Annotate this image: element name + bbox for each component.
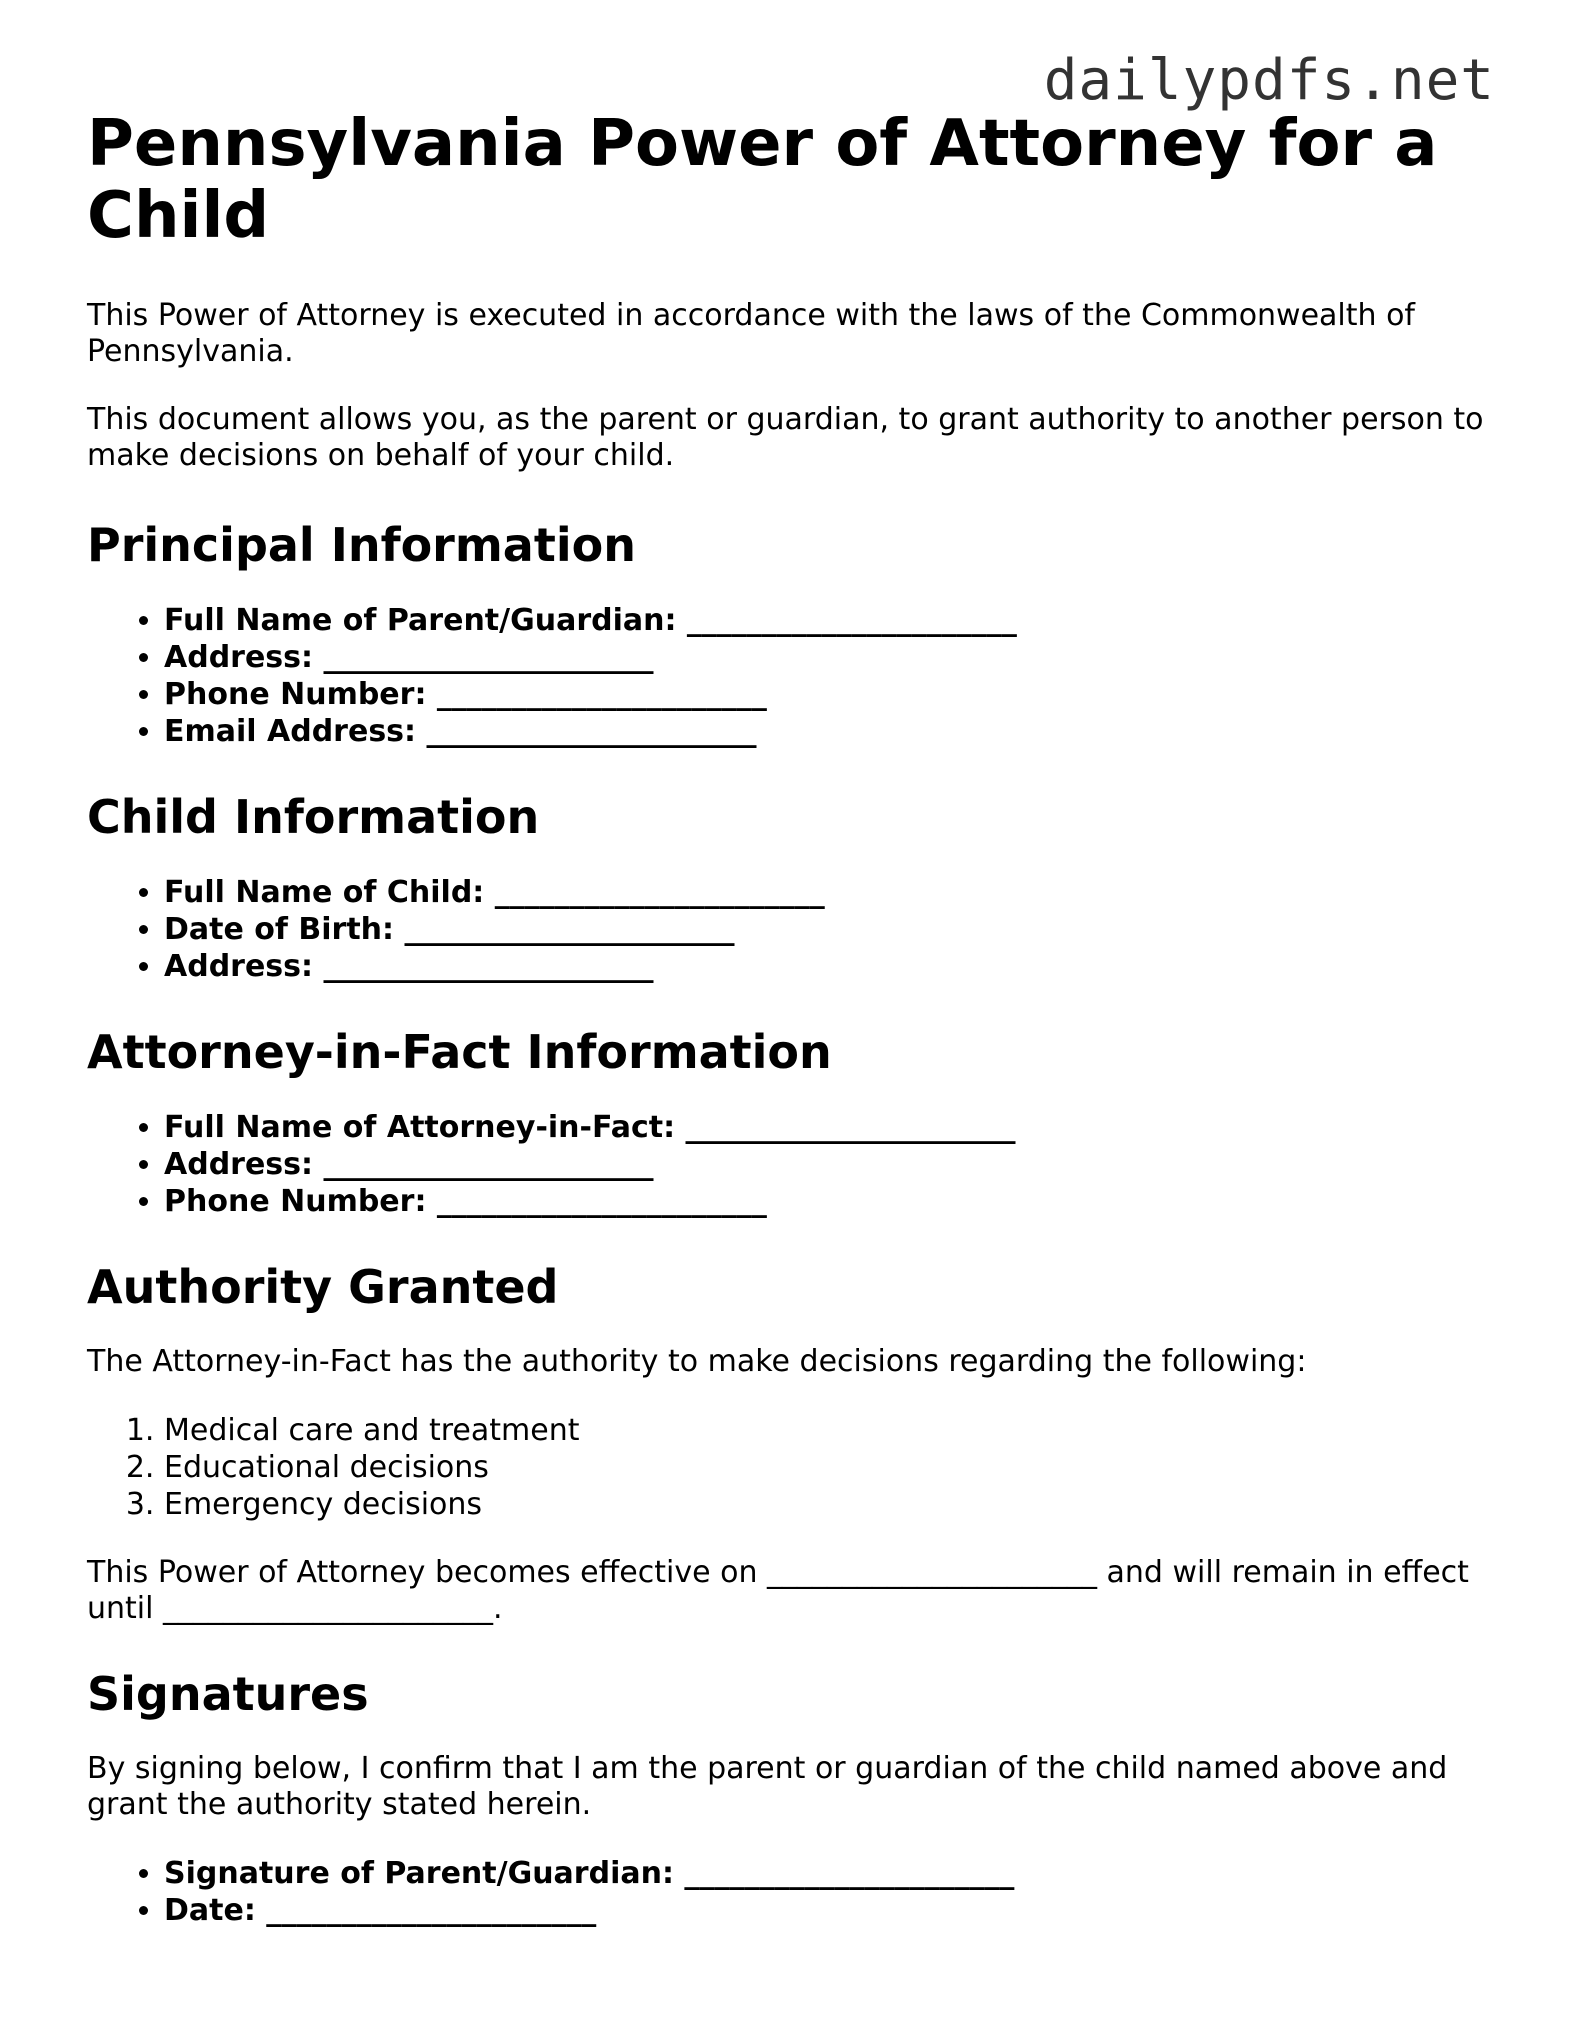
intro-paragraph-1: This Power of Attorney is executed in accordance with the laws of the Commonwealth of Pennsylvania. bbox=[87, 298, 1415, 369]
child-heading: Child Information bbox=[87, 790, 540, 844]
attorney-heading: Attorney-in-Fact Information bbox=[87, 1025, 832, 1079]
attorney-address-field: • Address: ______________________ bbox=[164, 1146, 1507, 1183]
authority-intro: The Attorney-in-Fact has the authority to make decisions regarding the following: bbox=[87, 1344, 1307, 1379]
signatures-heading: Signatures bbox=[87, 1667, 369, 1721]
effective-dates-text: This Power of Attorney becomes effective on ______________________ and will remain in effect until ______________________. bbox=[87, 1555, 1469, 1626]
authority-item: 1. Medical care and treatment bbox=[164, 1412, 1507, 1449]
signature-field-list bbox=[87, 1855, 1507, 1929]
watermark: dailypdfs.net bbox=[1043, 48, 1495, 113]
intro-paragraph-2: This document allows you, as the parent or guardian, to grant authority to another person to make decisions on behalf of your child. bbox=[87, 402, 1484, 473]
attorney-phone-field: • Phone Number: ______________________ bbox=[164, 1183, 1507, 1220]
principal-address-field: • Address: ______________________ bbox=[164, 639, 1507, 676]
signature-field: • Signature of Parent/Guardian: ______________________ bbox=[164, 1855, 1507, 1892]
authority-list bbox=[87, 1412, 1507, 1523]
signatures-intro: By signing below, I confirm that I am the parent or guardian of the child named above and grant the authority stated herein. bbox=[87, 1751, 1448, 1822]
attorney-field-list bbox=[87, 1109, 1507, 1220]
attorney-name-field: • Full Name of Attorney-in-Fact: ______________________ bbox=[164, 1109, 1507, 1146]
child-name-field: • Full Name of Child: ______________________ bbox=[164, 874, 1507, 911]
signature-date-field: • Date: ______________________ bbox=[164, 1892, 1507, 1929]
document-page bbox=[87, 108, 1507, 1961]
principal-heading: Principal Information bbox=[87, 518, 636, 572]
authority-heading: Authority Granted bbox=[87, 1260, 559, 1314]
principal-phone-field: • Phone Number: ______________________ bbox=[164, 676, 1507, 713]
authority-item: 3. Emergency decisions bbox=[164, 1486, 1507, 1523]
child-field-list bbox=[87, 874, 1507, 985]
authority-item: 2. Educational decisions bbox=[164, 1449, 1507, 1486]
principal-name-field: • Full Name of Parent/Guardian: ______________________ bbox=[164, 602, 1507, 639]
page-title: Pennsylvania Power of Attorney for a Child bbox=[87, 107, 1438, 253]
child-dob-field: • Date of Birth: ______________________ bbox=[164, 911, 1507, 948]
principal-field-list bbox=[87, 602, 1507, 750]
principal-email-field: • Email Address: ______________________ bbox=[164, 713, 1507, 750]
child-address-field: • Address: ______________________ bbox=[164, 948, 1507, 985]
